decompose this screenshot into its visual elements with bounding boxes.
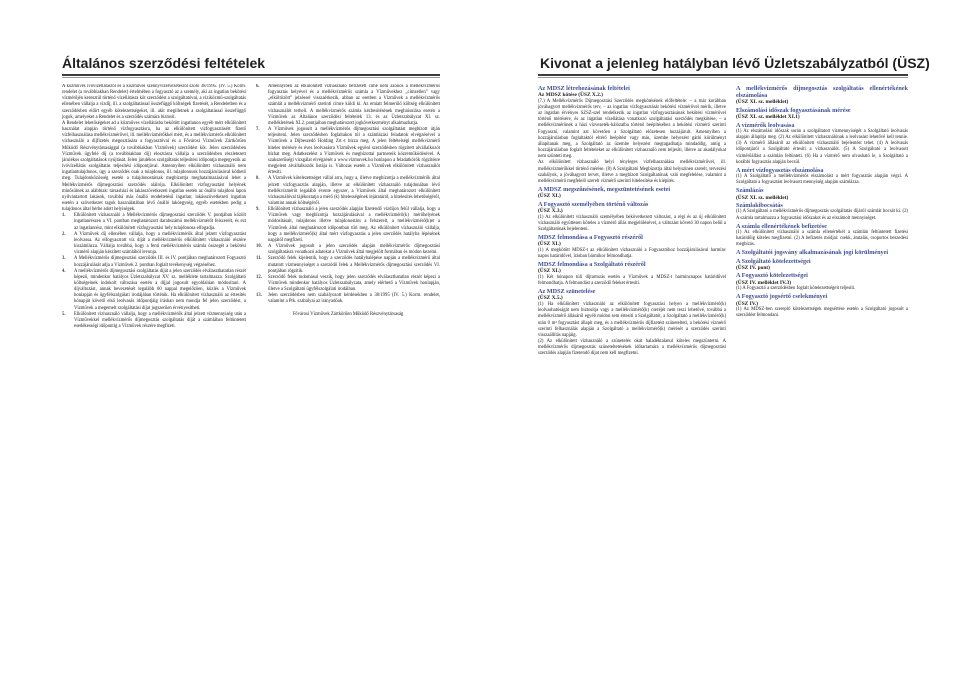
- section-reference: (ÜSZ XI. sz. melléklet): [736, 194, 789, 201]
- numbered-clause: [62, 256, 246, 268]
- clause-text: A Mellékvízmérős díjmegosztási szerződés III. és IV. pontjában meghatározott Fogyasztó hozzájárulását adja a Vízművek 2. pontban foglalt tevékenység végzéséhez.: [74, 256, 246, 268]
- clause-number: 7.: [256, 127, 260, 133]
- paragraph: (7.) A Mellékvízmérős Díjmegosztási Szerződés megkötésének előfeltétele: – a már korábban jóváhagyott mellékvízmérős terv, – az ingatlan vízfogyasztását bekötési vízmérővel mérik, illetve az ingatlan érvényes SZSZ-szel rendelkezik az ingatlan vízfogyasztásának bekötési vízmérővel történő mérésére, és az ingatlan vízellátása vonatkozó szolgáltatási szerződés megkötése, – a mellékvízmérőnek a házi vízvezeték-hálózatba történő beépítéséhez a bekötési vízmérő szerinti Fogyasztó, valamint azt követően a Szolgáltató előzetesen hozzájárult. Amennyiben a hozzájárulásban foglaltaktól eltérő beépítést vagy más, üzembe helyezést gátló körülményt állapítanak meg, a Szolgáltató az üzembe helyezést megtagadhatja mindaddig, amíg a hozzájárulásban foglalt feltételeket az elkülönített vízhasználó nem teljesíti, illetve az akadályokat nem szünteti meg.: [538, 98, 726, 160]
- section-heading: A Szolgáltató kötelezettségei: [736, 257, 811, 265]
- clause-number: 9.: [256, 207, 260, 213]
- section-heading: MDSZ felmondása a Fogyasztó részéről: [538, 234, 643, 242]
- clause-text: Elkülönített vízhasználó a jelen szerződés alapján fizetendő vízdíjon felül vállalja, hogy a Vízművek vagy megbízottja hozzájárulásával a mellékvízmérő(k) mérőhelyének módosításait, tulajdonos illetve tulajdonostárs a felszerelt, a mellékvízmérő(k)et a Vízművek által meghatározott időpontban tűri meg. Az elkülönített vízhasználó vállalja, hogy a mellékvízmérő(k) által mért vízfogyasztás a jelen szerződés hatályba lépésének napjától megfizeti.: [268, 207, 440, 243]
- paragraph: (1) Az elkülönített vízhasználó a számla ellenértékét a számlán feltüntetett fizetési határidőig köteles megfizetni. (2) A befizetés módjai: csekk, átutalás, csoportos beszedési megbízás.: [736, 229, 908, 248]
- section-heading: A Fogyasztó jogsértő cselekményei: [736, 293, 828, 301]
- clause-number: 8.: [256, 176, 260, 182]
- section-reference: (ÜSZ X.5.): [538, 295, 563, 302]
- section-heading: Az MDSZ létrehozásának feltételei: [538, 85, 630, 92]
- numbered-clause: [256, 127, 440, 176]
- section-reference: (ÜSZ IV. melléklet IV.3): [736, 279, 792, 286]
- section-heading: A vízmérők leolvasása: [736, 121, 795, 129]
- numbered-clause: [256, 275, 440, 293]
- paragraph: (1) A megkötött MDSZ-t az elkülönített vízhasználó a Fogyasztóhoz hozzájárulásával harminc napos határidővel, írásban bármikor felmondhatja.: [538, 247, 726, 259]
- paragraph: (1) A Szolgáltató a mellékvízmérős elszámolást a mért fogyasztás alapján végzi. A Szolgáltató a fogyasztást leolvasott mennyiség alapján számlázza.: [736, 174, 908, 186]
- terms-column-1: [62, 84, 246, 679]
- paragraph: (1) Két hónapon túli díjtartozás esetén a Vízművek a MDSZ-t harmincnapos határidővel felmondhatja. A felmondást a szerződő feleket értesíti.: [538, 274, 726, 287]
- clause-text: Szerződő felek kijelentik, hogy a szerződés hatálybalépése napján a mellékvízmérő által mutatott vízmennyiséget a szerződő felek a Mellékvízmérős díjmegosztási szerződés VI. pontjában rögzítik.: [268, 256, 440, 274]
- right-page-title: Kivonat a jelenleg hatályban lévő Üzletszabályzatból (ÜSZ): [540, 55, 930, 71]
- paragraph: (2) Az elkülönített vízhasználó a szünetelés okát haladéktalanul köteles megszüntetni. A mellékvízmérős díjmegosztás szüneteltetésének időtartamára a mellékvízmérős díjmegosztási szerződés alapján fizetendő díjat nem kell megfizetni.: [538, 339, 726, 357]
- intro-paragraph: A közműves ivóvízellátásról és a közműves szennyvízelvezetésről szóló 38/1995. (IV. 5.) Korm. rendelet (a továbbiakban Rendelet) értelmében a fogyasztó az a személy, aki az ingatlan bekötési vízmérőjén keresztül történő vízellátásra köt szerződést a szolgáltatóval, a víziközmű-szolgáltatás ellenében vállalja a vízdíj, ill. a szolgáltatással összefüggő költségek fizetését, a Rendeletben és a szerződésben előírt egyéb kötelezettségeket, ill. akit megilletnek a szolgáltatással összefüggő jogok, amelyeket a Rendelet és a szerződés számára biztosít.: [62, 84, 246, 120]
- section-reference: (ÜSZ XI. sz. melléklet): [736, 99, 789, 106]
- section-heading: A Fogyasztó személyében történő változás: [538, 200, 649, 208]
- clause-number: 2.: [62, 231, 66, 237]
- section-reference: (ÜSZ X.3.): [538, 207, 563, 214]
- clause-number: 11.: [256, 256, 262, 262]
- clause-number: 10.: [256, 244, 262, 250]
- section-reference: Az MDSZ kötése (ÜSZ X.2.): [538, 92, 603, 99]
- section-reference: (ÜSZ XI.): [538, 193, 561, 200]
- clause-text: A Vízművek kötelezettséget vállal arra, hogy a, illetve megbízottja a mellékvízmérők által jelzett vízfogyasztás alapján, illetve az elkülönített vízhasználó tulajdonában lévő mellékvízmérőt legalább évente egyszer, a Vízművek által meghatározott elkülönített vízhasználóval tájékoztatja a mérő (k) hitelességének lejáratáról, a hitelesítés lehetőségéről, valamint annak költségéről.: [268, 176, 440, 206]
- paragraph: A Rendelet lehetőségeket ad a közműves vízellátásba bekötött ingatlanon egyéb mért elkülönített használat alapján történő vízfogyasztásra, ha az elkülönített vízfogyasztásért fizető vízfelhasználása mellékvízmérővel, ill. mellékvízmérőkkel mért, és a mellékvízmérős elkülönített vízhasználó a díjfizetés megosztására a fogyasztóval és a Fővárosi Vízművek Zártkörűen Működő Részvénytársasággal (a továbbiakban Vízművek) szerződést köt. Jelen szerződésben Vízművek ügyfelé díj (a továbbiakban díj) elosztásra vállalja a szerződésben részletezett járulékos szolgáltatások nyújtását. Jelen járulékos szolgáltatás teljesítési időpontja megegyezik az ivóvízellátás szolgáltatás teljesítési időpontjával. Amennyiben elkülönített vízhasználó nem ingatlantulajdonos, úgy a szerződés csak a tulajdonos, ill. tulajdonosok hozzájárulásával köthető meg. Tulajdonközösség esetén a tulajdonostársak megbízottja meghatalmazásával lehet a Mellékvízmérős díjmegosztási szerződés aláírója. Elkülönített vízfogyasztást helyének minősülnek az alábbiak: társasházi és lakásszövetkezeti ingatlan esetén az önálló tulajdoni lapon nyilvántartott lakások, továbbá más önálló rendeltetésű ingatlan; lakásszövetkezeti ingatlan esetén a szövetkezet tagok használatában lévő önálló lakóegység, egyéb esetekben pedig a tulajdonos által bérbe adott helyiségek.: [62, 120, 246, 213]
- section-heading: A mellékvízmérős díjmegosztás szolgáltatás ellenértékének elszámolása: [736, 85, 908, 100]
- paragraph: Az elkülönített vízhasználó helyi tényleges vízfelhasználása mellékvízmérővel, ill. mellékvízmérőkkel történő mérése. (8) A Szolgáltató Megbízottja által helyszínen szerelt, tervezési szabályok, a jóváhagyott tervet, illetve a megbízott Szolgáltatónak való megfelelése, valamint a mellékvízmérő megfelelő szerelt vízmérő szerinti hitelesítése és kiépítés.: [538, 160, 726, 184]
- section-reference: (ÜSZ IV.): [736, 300, 759, 307]
- clause-number: 3.: [62, 256, 66, 262]
- clause-text: Amennyiben az elkülönített vízhasználó befizetett címe nem azonos a mellékvízmérős fogyasztás helyével és a mellékvízmérős számla a Vízművekhez „címzetlen” vagy „elköltözött” jelzéssel visszaérkezik, abban az esetben a Vízművek a mellékvízmérős számlát a mellékvízmérő szerinti címre küldi ki. Az emiatt felmerülő költség elkülönített vízhasználót terheli. A mellékvízmérős számla kézbesítésének meghiúsulása esetén a Vízművek az Általános szerződési feltételek 13. és az Üzletszabályzat XI. sz. mellékletének XI.2. pontjaiban meghatározott jogkövetkezményt alkalmazhatja.: [268, 84, 440, 126]
- right-title-rule: [538, 74, 908, 76]
- extract-column-2: [736, 84, 908, 679]
- terms-column-2: [256, 84, 440, 679]
- paragraph: (1) Az elszámolási időszak során a szolgáltatott vízmennyiségét a Szolgáltató leolvasás alapján állapítja meg. (2) Az elkülönített vízhasználónak a leolvasást lehetővé kell tennie. (3) A vízmérő állásáról az elkülönített vízhasználó bejelentést tehet. (4) A leolvasás időpontjáról a Szolgáltató értesíti a vízhasználót. (5) A Szolgáltató a leolvasott vízmérőállást a számlán feltünteti. (6) Ha a vízmérő nem olvasható le, a Szolgáltató a korábbi fogyasztás alapján becsül.: [736, 129, 908, 165]
- section-heading: A Szolgáltatói jogsvány alkalmazásának jogi körülményei: [736, 249, 889, 257]
- right-title-rule-thin: [538, 77, 908, 78]
- section-reference: (ÜSZ XI.): [538, 268, 561, 275]
- clause-text: A Vízművek jogosult a jelen szerződés alapján mellékvízmérős díjmegosztási szolgáltatásra vonatkozó adatokat a Vízművek által megjelölt formában és módon kezelni.: [268, 244, 440, 256]
- clause-number: 13.: [256, 293, 262, 299]
- numbered-clause: [256, 207, 440, 244]
- section-heading: Az MDSZ szünetelése: [538, 288, 596, 296]
- paragraph: (1) Az elkülönített vízhasználó személyében bekövetkezett változást, a régi és az új elkülönített vízhasználó együttesen köteles a vízmérő állás megjelölésével, a változást követő 30 napon belül a Szolgáltatónak bejelenteni.: [538, 214, 726, 232]
- section-heading: Elszámolási időszak fogyasztásának mérése: [736, 107, 851, 114]
- numbered-clause: [256, 176, 440, 207]
- left-page-title: Általános szerződési feltételek: [62, 55, 266, 71]
- numbered-clause: [62, 312, 246, 330]
- section-heading: Számlakibocsátás: [736, 202, 783, 210]
- numbered-clause: [256, 256, 440, 274]
- section-reference: (ÜSZ XI. sz. melléklet XI.1): [736, 114, 800, 121]
- section-reference: (ÜSZ XI.): [538, 241, 561, 248]
- section-reference: (ÜSZ IV. pont): [736, 264, 770, 271]
- clause-number: 6.: [256, 84, 260, 89]
- numbered-clause: [62, 213, 246, 231]
- clause-number: 5.: [62, 311, 66, 317]
- clause-text: A Vízművek jogosult a mellékvízmérős díjmegosztási szolgáltatást megbízott útján teljesíteni. Jelen szerződésben foglaltakon túl a számlázási feladatok elvégzésével a Vízművek a Díjbeszedő Holding Zrt.-t bízza meg. A jelen feltételségi mellékvízmérő hiteles mérésre és éves leolvasásra Vízművek egyéni szerződésben rögzített alvállalkozót bízhat meg. Adatkezelést a Vízművek és megbízottai partnereik közreműködésével. A szakszerűségi vizsgálat elvégzését a www.vizmuvek.hu honlapon a feladatkörök rögzítésre megjelent alvállalkozók listája is. Változás esetén a Vízművek elkülönített vízhasználót értesíti.: [268, 127, 440, 176]
- extract-column-1: [538, 84, 726, 679]
- left-title-rule-thin: [62, 77, 440, 78]
- clause-text: Elkülönített vízhasználó a Mellékvízmérős díjmegosztási szerződés V. pontjában közölt ingatlanrészen a VI. pontban meghatározott darabszámú mellékvízmérőt felszerelt, és ezt az ingatlanrész, mint elkülönített vízfogyasztási hely tulajdonosa elfogadja.: [74, 213, 246, 231]
- section-heading: A mért vízfogyasztás elszámolása: [736, 166, 824, 174]
- clause-text: Jelen szerződésben nem szabályozott kérdésekben a 38/1995 (IV. 5.) Korm. rendelet, valamint a Ptk. szabályai az irányadóak.: [268, 293, 440, 305]
- paragraph: (1) A Szolgáltató a mellékvízmérős díjmegosztás szolgáltatás díjáról számlát bocsát ki. (2) A számla tartalmazza a fogyasztási időszakot és az elszámolt mennyiséget.: [736, 209, 908, 221]
- numbered-clause: [256, 293, 440, 305]
- company-footer: Fővárosi Vízművek Zártkörűen Működő Részvénytársaság: [292, 311, 404, 317]
- clause-number: 12.: [256, 274, 262, 280]
- numbered-clause: [62, 269, 246, 312]
- clause-text: A Vízművek díj ellenében vállalja, hogy a mellékvízmérők által jelzett vízfogyasztást leolvassa. Az elfogyasztott víz díját a mellékvízmérős elkülönített vízhasználó részére kiszámlázza. Vállalja továbbá, hogy a fenti mellékvízmérős számla összegét a bekötési vízmérő alapján készített számlából levonja.: [74, 231, 246, 256]
- clause-number: 4.: [62, 268, 66, 274]
- clause-text: Elkülönített vízhasználó vállalja, hogy a mellékvízmérők által jelzett vízmennyiség után a Vízművekkel mellékvízmérős díjmegosztás szolgáltatás díját a számlában feltüntetett esedékességi időpontig a Vízművek részére megfizeti.: [74, 311, 246, 330]
- section-heading: A MDSZ megszűnésének, megszüntetésének esetei: [538, 185, 671, 193]
- section-heading: Számlázás: [736, 187, 764, 195]
- section-heading: A Fogyasztó kötelezettségei: [736, 272, 808, 280]
- numbered-clause: [256, 84, 440, 127]
- clause-text: A mellékvízmérős díjmegosztási szolgáltatás díját a jelen szerződés elválaszthatatlan részét képező, mindenkor hatályos Üzletszabályzat XV. sz. melléklete tartalmazza. Szolgáltató költségeinek indokolt változása esetén a díjjal jogosult egyoldalúan módosítani. A díjváltozást, annak bevezetését legalább 60 nappal megelőzően, közlés a Vízművek honlapján és ügyfélszolgálati irodájában történik. Ha elkülönített vízhasználó az értesítés hónapját követő első leolvasás időpontjáig írásban nem mondja fel jelen szerződést, a Vízművek a megemelt szolgáltatási díjat jogszerűen érvényesítheti.: [74, 268, 246, 311]
- paragraph: (1) A Fogyasztó a szerződésben foglalt kötelezettségeit teljesíti.: [736, 286, 856, 292]
- clause-text: Szerződő felek tudomásul veszik, hogy jelen szerződés elválaszthatatlan részét képezi a Vízművek mindenkor hatályos Üzletszabályzata, amely elérhető a Vízművek honlapján, illetve a Szolgáltató ügyfélszolgálati irodáiban.: [268, 274, 440, 293]
- clause-number: 1.: [62, 213, 66, 219]
- paragraph: (1) Az MDSZ-ben szereplő kötelezettségek megsértése esetén a Szolgáltató jogosult a szerződést felmondani.: [736, 307, 908, 319]
- section-heading: MDSZ felmondása a Szolgáltató részéről: [538, 261, 646, 269]
- numbered-clause: [256, 244, 440, 256]
- numbered-clause: [62, 232, 246, 257]
- left-title-rule: [62, 74, 440, 76]
- section-heading: A számla ellenértékének befizetése: [736, 222, 827, 230]
- paragraph: (1) Ha elkülönített vízhasználó az elkülönített fogyasztási helyen a mellékvízmérő(k) leolvashatóságát nem biztosítja vagy a mellékvízmérő(k) cseréjét nem teszi lehetővé, továbbá a mellékvízmérő állásáról egyéb módon sem értesíti a Szolgáltatót, a Szolgáltató a mellékvízmérő(k) után 0 m³ fogyasztást állapít meg, és a mellékvízmérős díjfizetést szünetelteti, a bekötési vízmérő szerinti felhasználás alapján a Szolgáltató a mellékvízmérő(k) mérését a szerződés szerinti visszaállítás napjáig.: [538, 302, 726, 338]
